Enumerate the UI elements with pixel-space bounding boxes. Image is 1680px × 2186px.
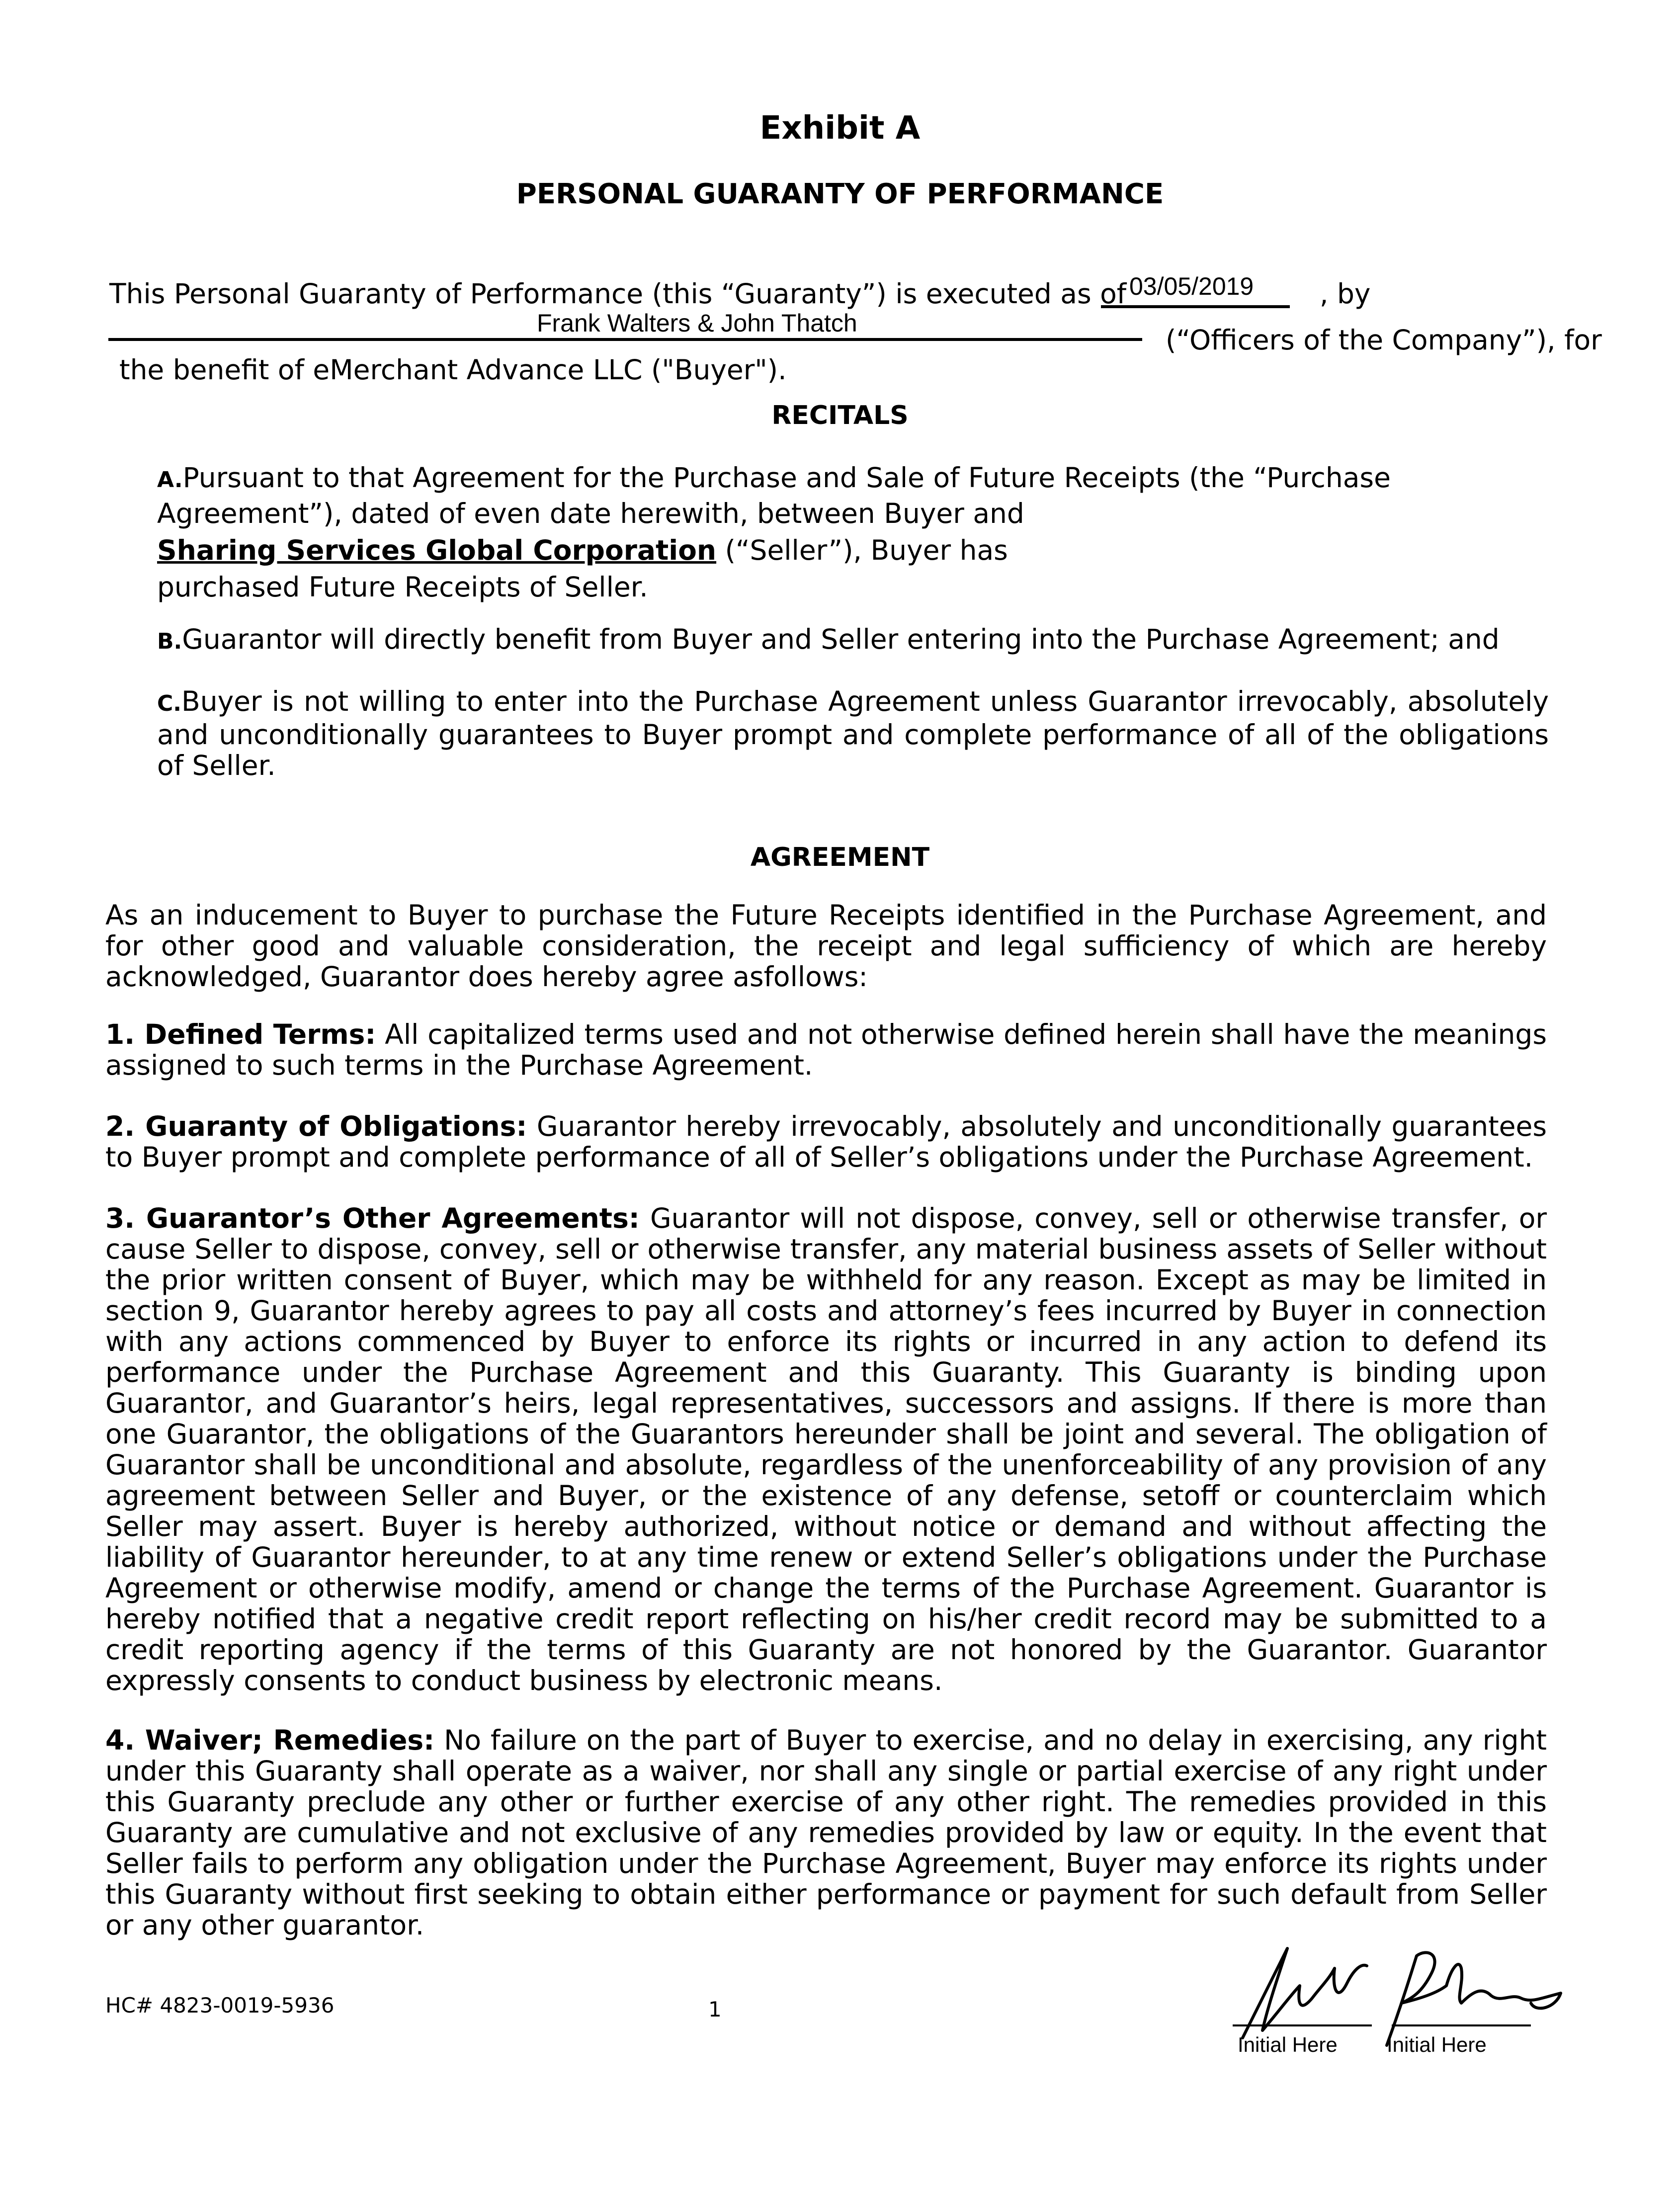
agreement-heading: AGREEMENT bbox=[750, 842, 930, 872]
document-title: PERSONAL GUARANTY OF PERFORMANCE bbox=[516, 178, 1164, 210]
date-field-line bbox=[1101, 305, 1290, 308]
recital-a-line4-row bbox=[157, 572, 1549, 602]
agreement-intro: As an inducement to Buyer to purchase the Future Receipts identified in the Purchase Agreement, and for other good and valuable consideration, the receipt and legal sufficiency of which are hereby acknowledged, Guarantor does hereby agree asfollows: bbox=[105, 899, 1547, 993]
document-id: HC# 4823-0019-5936 bbox=[105, 1993, 335, 2018]
intro-lead: This Personal Guaranty of Performance (this “Guaranty”) is executed as of bbox=[109, 278, 1127, 310]
section-4-text: No failure on the part of Buyer to exercise, and no delay in exercising, any right under this Guaranty shall operate as a waiver, nor shall any single or partial exercise of any right under this Guaranty preclude any other or further exercise of any other right. The remedies provided in this Guaranty are cumulative and not exclusive of any remedies provided by law or equity. In the event that Seller fails to perform any obligation under the Purchase Agreement, Buyer may enforce its rights under this Guaranty without first seeking to obtain either performance or payment for such default from Seller or any other guarantor. bbox=[105, 1724, 1547, 1941]
section-1-title: 1. Defined Terms: bbox=[105, 1018, 376, 1050]
exhibit-title: Exhibit A bbox=[759, 110, 921, 147]
section-1-text: All capitalized terms used and not otherwise defined herein shall have the meanings assigned to such terms in the Purchase Agreement. bbox=[105, 1018, 1547, 1081]
section-3-text: Guarantor will not dispose, convey, sell or otherwise transfer, or cause Seller to dispose, convey, sell or otherwise transfer, any material business assets of Seller without the prior written consent of Buyer, which may be withheld for any reason. Except as may be limited in section 9, Guarantor hereby agrees to pay all costs and attorney’s fees incurred by Buyer in connection with any actions commenced by Buyer to enforce its rights or incurred in any action to defend its performance under the Purchase Agreement and this Guaranty. This Guaranty is binding upon Guarantor, and Guarantor’s heirs, legal representatives, successors and assigns. If there is more than one Guarantor, the obligations of the Guarantors hereunder shall be joint and several. The obligation of Guarantor shall be unconditional and absolute, regardless of the unenforceability of any provision of any agreement between Seller and Buyer, or the existence of any defense, setoff or counterclaim which Seller may assert. Buyer is hereby authorized, without notice or demand and without affecting the liability of Guarantor hereunder, to at any time renew or extend Seller’s obligations under the Purchase Agreement or otherwise modify, amend or change the terms of the Purchase Agreement. Guarantor is hereby notified that a negative credit report reflecting on his/her credit record may be submitted to a credit reporting agency if the terms of this Guaranty are not honored by the Guarantor. Guarantor expressly consents to conduct business by electronic means. bbox=[105, 1202, 1547, 1696]
recital-a-line3-rest: (“Seller”), Buyer has bbox=[716, 534, 1008, 566]
section-3-title: 3. Guarantor’s Other Agreements: bbox=[105, 1202, 640, 1234]
page-number: 1 bbox=[708, 1997, 722, 2021]
intro-by: , by bbox=[1320, 278, 1371, 310]
initial-here-label-1: Initial Here bbox=[1238, 2033, 1338, 2056]
recital-b-letter: B. bbox=[157, 629, 182, 654]
section-2 bbox=[105, 1111, 1547, 1173]
guarantor-names-field: Frank Walters & John Thatch bbox=[537, 309, 857, 337]
section-2-text: Guarantor hereby irrevocably, absolutely and unconditionally guarantees to Buyer prompt and complete performance of all of Seller’s obligations under the Purchase Agreement. bbox=[105, 1110, 1547, 1173]
guarantor-names-line bbox=[108, 338, 1142, 341]
seller-name: Sharing Services Global Corporation bbox=[157, 534, 717, 566]
recitals-heading: RECITALS bbox=[771, 401, 909, 430]
recital-a-line2: Agreement”), dated of even date herewith, between Buyer and bbox=[157, 498, 1024, 529]
recital-b bbox=[157, 624, 1549, 657]
section-1 bbox=[105, 1019, 1547, 1081]
date-field: 03/05/2019 bbox=[1129, 272, 1254, 300]
intro-benefit: the benefit of eMerchant Advance LLC ("Buyer"). bbox=[119, 354, 787, 386]
intro-officers: (“Officers of the Company”), for bbox=[1166, 324, 1602, 356]
recital-a-line3-row bbox=[157, 535, 1549, 566]
recital-a-line1: Pursuant to that Agreement for the Purchase and Sale of Future Receipts (the “Purchase bbox=[182, 462, 1391, 494]
recital-c-letter: C. bbox=[157, 691, 182, 716]
initial-here-label-2: Initial Here bbox=[1387, 2033, 1487, 2056]
section-4 bbox=[105, 1725, 1547, 1940]
recital-c bbox=[157, 686, 1549, 781]
initial-signature-2 bbox=[1387, 1952, 1561, 2045]
recital-a-line2-row bbox=[157, 498, 1549, 529]
recital-b-text: Guarantor will directly benefit from Buyer and Seller entering into the Purchase Agreement; and bbox=[182, 623, 1500, 655]
section-3 bbox=[105, 1203, 1547, 1696]
recital-c-text: Buyer is not willing to enter into the Purchase Agreement unless Guarantor irrevocably, absolutely and unconditionally guarantees to Buyer prompt and complete performance of all of the obligations of Seller. bbox=[157, 685, 1549, 781]
section-4-title: 4. Waiver; Remedies: bbox=[105, 1724, 435, 1756]
recital-a-line4: purchased Future Receipts of Seller. bbox=[157, 571, 648, 603]
recital-a bbox=[157, 462, 1549, 496]
section-2-title: 2. Guaranty of Obligations: bbox=[105, 1110, 527, 1142]
recital-a-letter: A. bbox=[157, 467, 183, 493]
